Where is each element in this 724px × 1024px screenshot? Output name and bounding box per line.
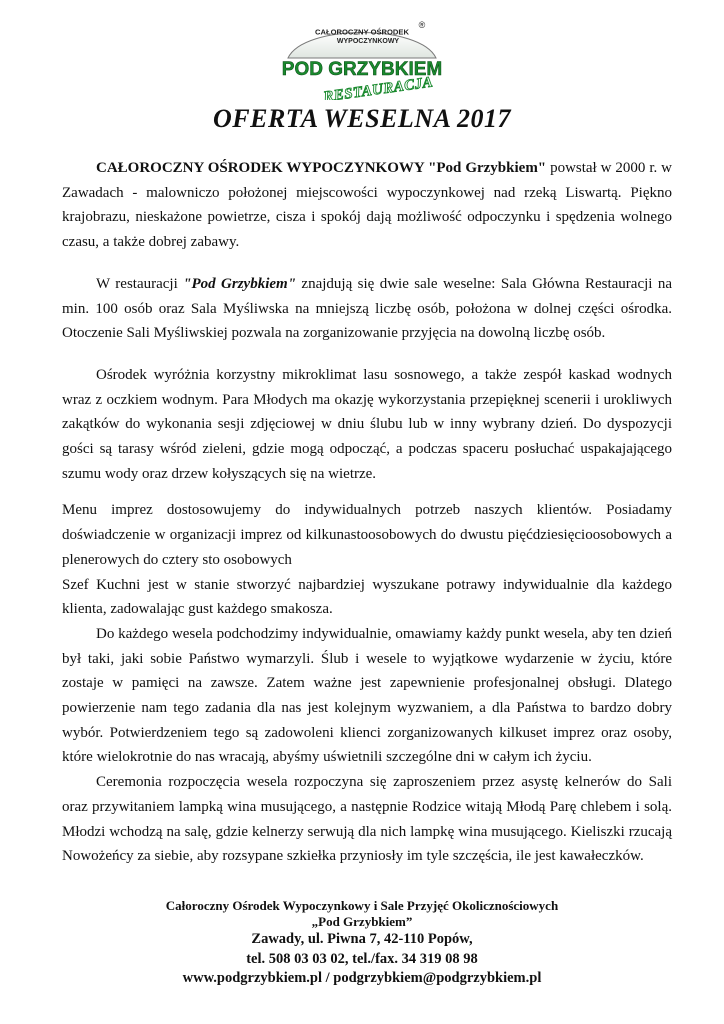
footer-web-link[interactable]: www.podgrzybkiem.pl / podgrzybkiem@podgrzybkiem.pl — [182, 970, 542, 986]
page-title: OFERTA WESELNA 2017 — [212, 104, 511, 133]
logo-top-line2: WYPOCZYNKOWY — [336, 38, 400, 45]
footer-company: Całoroczny Ośrodek Wypoczynkowy i Sale Przyjęć Okolicznościowych — [165, 898, 559, 913]
paragraph-chef: Szef Kuchni jest w stanie stworzyć najbardziej wyszukane potrawy indywidualnie dla każdego klienta, zadowalając gust każdego smakosza. — [62, 576, 672, 618]
logo-top-line1: CAŁOROCZNY OŚRODEK — [315, 27, 409, 37]
logo — [282, 18, 442, 100]
paragraph-halls — [62, 272, 672, 346]
halls-bold: "Pod Grzybkiem" — [183, 275, 297, 292]
logo-sub: RESTAURACJA — [322, 74, 435, 100]
footer-phone: tel. 508 03 03 02, tel./fax. 34 319 08 98 — [246, 950, 478, 967]
intro-text: powstał w 2000 r. w Zawadach - malowniczo położonej miejscowości wypoczynkowej nad rzeką Liswartą. Piękno krajobrazu, nieskażone powietrze, cisza i spokój dają możliwość odpoczynku i spędzenia wolnego czasu, a także dobrej zabawy. — [62, 160, 672, 251]
paragraph-approach: Do każdego wesela podchodzimy indywidualnie, omawiamy każdy punkt wesela, aby ten dzień był taki, jaki sobie Państwo wymarzyli. Ślub i wesele to wyjątkowe wydarzenie w życiu, które zostaje w pamięci na zawsze. Zatem ważne jest zapewnienie profesjonalnej obsługi. Dlatego powierzenie nam tego zadania dla nas jest kolejnym wyzwaniem, a dla Państwa to bardzo dobry wybór. Potwierdzeniem tego są zadowoleni klienci zorganizowanych kilkuset imprez oraz osoby, które wielokrotnie do nas wracają, abyśmy uświetnili szczególne dni w całym ich życiu. — [62, 625, 672, 766]
paragraph-intro — [62, 156, 672, 255]
halls-pre: W restauracji — [96, 275, 184, 292]
logo-registered: ® — [418, 20, 426, 30]
paragraph-menu: Menu imprez dostosowujemy do indywidualnych potrzeb naszych klientów. Posiadamy doświadczenie w organizacji imprez od kilkunastoosobowych do dwustu pięćdziesięcioosobowych a plenerowych do cztery sto osobowych — [62, 502, 672, 568]
logo-brand: POD GRZYBKIEM — [282, 59, 442, 80]
footer-address: Zawady, ul. Piwna 7, 42-110 Popów, — [251, 931, 473, 947]
paragraph-climate: Ośrodek wyróżnia korzystny mikroklimat lasu sosnowego, a także zespół kaskad wodnych wraz z oczkiem wodnym. Para Młodych ma okazję wykorzystania przepięknej scenerii i urokliwych zakątków do wykonania sesji zdjęciowej w dniu ślubu lub w inny wybrany dzień. Do dyspozycji gości są tarasy wśród zieleni, gdzie mogą odpocząć, a podczas spaceru posłuchać uspakajającego szumu wody oraz drzew kołyszących się na wietrze. — [62, 366, 672, 482]
logo-graphic — [282, 18, 442, 100]
offer-body — [62, 156, 672, 869]
footer-name: „Pod Grzybkiem” — [311, 914, 413, 929]
footer — [0, 898, 724, 989]
intro-bold: CAŁOROCZNY OŚRODEK WYPOCZYNKOWY "Pod Grzybkiem" — [96, 160, 547, 176]
paragraph-ceremony: Ceremonia rozpoczęcia wesela rozpoczyna się zaproszeniem przez asystę kelnerów do Sali oraz przywitaniem lampką wina musującego, a następnie Rodzice witają Młodą Parę chlebem i solą. Młodzi wchodzą na salę, gdzie kelnerzy serwują dla nich lampkę wina musującego. Kieliszki rzucają Nowożeńcy za siebie, aby rozsypane szkiełka przyniosły im tyle szczęścia, ile jest kawałeczków. — [62, 774, 672, 865]
halls-text: znajdują się dwie sale weselne: Sala Główna Restauracji na min. 100 osób oraz Sala Myśliwska na mniejszą liczbę osób, położona w dolnej części ośrodka. Otoczenie Sali Myśliwskiej pozwala na zorganizowanie przyjęcia na dowolną liczbę osób. — [62, 275, 672, 342]
